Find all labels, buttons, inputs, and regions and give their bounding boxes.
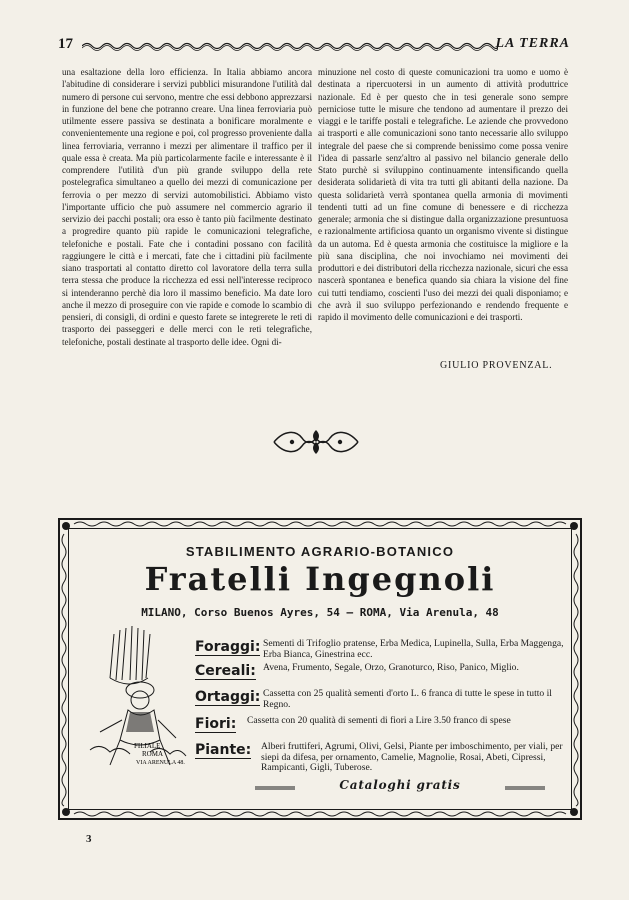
page-number: 17 bbox=[58, 36, 73, 52]
company-name: Fratelli Ingegnoli bbox=[144, 560, 496, 598]
product-description: Alberi fruttiferi, Agrumi, Olivi, Gelsi, Piante per imboschimento, per viali, per siepi da difesa, per ornamento, Camelie, Magnolie, Rosai, Abeti, Cipressi, Rampicanti, Gigli, Tuberose. bbox=[261, 741, 563, 773]
product-description: Cassetta con 20 qualità di sementi di fiori a Lire 3.50 franco di spese bbox=[247, 715, 511, 726]
ad-subtitle: STABILIMENTO AGRARIO-BOTANICO bbox=[185, 544, 455, 559]
page-header bbox=[58, 36, 570, 54]
wavy-header-rule bbox=[82, 41, 498, 51]
product-label: Foraggi: bbox=[195, 639, 261, 655]
catalog-text: Cataloghi gratis bbox=[339, 778, 461, 792]
product-description: Sementi di Trifoglio pratense, Erba Medica, Lupinella, Sulla, Erba Maggenga, Erba Bianca, Ginestrina ecc. bbox=[263, 638, 564, 660]
decorative-ornament bbox=[272, 426, 360, 458]
product-label: Piante: bbox=[195, 742, 252, 758]
farmer-illustration bbox=[80, 620, 190, 770]
product-label: Fiori: bbox=[195, 716, 237, 732]
footer-page-mark: 3 bbox=[86, 833, 92, 845]
company-address: MILANO, Corso Buenos Ayres, 54 – ROMA, Via Arenula, 48 bbox=[141, 606, 499, 619]
illustration-caption-1: FILIALE bbox=[134, 742, 161, 750]
illustration-caption-3: VIA ARENULA 48. bbox=[136, 760, 185, 766]
journal-title: LA TERRA bbox=[495, 36, 570, 51]
article-column-right bbox=[318, 66, 568, 323]
catalog-rule-right bbox=[505, 786, 545, 790]
product-description: Cassetta con 25 qualità sementi d'orto L. 6 franca di tutte le spese in tutto il Regno. bbox=[263, 688, 552, 710]
article-text-right: minuzione nel costo di queste comunicazioni tra uomo e uomo è destinata a ripercuotersi in un aumento di attività produttrice nazionale. Ed è per questo che in tesi generale sono sempre perniciose tutte le misure che tendono ad aumentare il prezzo dei viaggi e le tariffe postali e telegrafiche. Le aziende che provvedono ai trasporti e alle comunicazioni sono tanto necessarie allo sviluppo integrale del paese che si comprende benissimo come possa venire l'idea di passarle senz'altro al passivo nel bilancio generale dello Stato purchè si sviluppino continuamente intensificando quella desiderata solidarietà di vita tra tutti gli abitanti della nazione. Da questa solidarietà verrà spontanea quella armonia di movimenti tendenti tutti ad un fine comune di benessere e di ricchezza generale; armonia che si distingue dalla organizzazione presuntuosa e razionalmente artificiosa quanto un organismo vivente si distingue da un automa. Ed è questa armonia che costituisce la migliore e la più sana disciplina, che noi invochiamo nei movimenti dei produttori e dei distributori della ricchezza nazionale, sicuri che essa nascerà spontanea e benefica quando sia chiara la visione del fine cui tutti tendiamo, coscienti l'uso dei mezzi dei quali disponiamo; e che avrà il suo sviluppo perfezionando e rendendo frequente e rapido il movimento delle comunicazioni e dei trasporti. bbox=[318, 67, 568, 322]
author-signature: GIULIO PROVENZAL. bbox=[440, 360, 553, 371]
article-text-left: una esaltazione della loro efficienza. In Italia abbiamo ancora l'abitudine di considerare i servizi pubblici misurandone l'utilità dal numero di persone cui servono, mentre che essi debbono apprezzarsi in funzione del bene che potranno creare. Una linea ferroviaria può utilmente essere passiva se destinata a bonificare moralmente e convenientemente una regione e poi, col progresso proveniente dalla linea ferroviaria, verranno i mezzi per alimentare il traffico per il quale essa è creata. Ma più particolarmente facile e interessante è il comprendere l'utilità d'un più grande sviluppo della rete postelegrafica simultaneo a quello dei mezzi di comunicazione per ferrovia o per mezzo di servizi automobilistici. Abbiamo visto l'importante ufficio che può assumere nel commercio agrario il servizio dei pacchi postali; ora esso è tanto più facilmente destinato a progredire quanto più rapide le comunicazioni telegrafiche, telefoniche e postali. Fate che i contadini possano con facilità raggiungere le città e i mercati, fate che i cittadini più facilmente siano trasportati al contatto diretto col lavoratore della terra sulla terra stessa che produce la ricchezza ed essi nell'interesse reciproco si intenderanno perchè dia loro il massimo beneficio. Ma date loro anche il mezzo di proseguire con vie rapide e comode lo scambio di pensieri, di consigli, di ordini e questo farete se integrerete le reti di trasporto dei passeggeri e delle merci con le reti telegrafiche, telefoniche, postali destinate al trasporto delle idee. Ogni di- bbox=[62, 67, 312, 347]
advertisement bbox=[58, 518, 582, 820]
illustration-caption-2: ROMA bbox=[142, 750, 164, 758]
product-label: Ortaggi: bbox=[195, 689, 261, 705]
catalog-line bbox=[255, 778, 545, 796]
product-label: Cereali: bbox=[195, 663, 256, 679]
article-column-left bbox=[62, 66, 312, 348]
product-description: Avena, Frumento, Segale, Orzo, Granoturco, Riso, Panico, Miglio. bbox=[263, 662, 519, 673]
catalog-rule-left bbox=[255, 786, 295, 790]
